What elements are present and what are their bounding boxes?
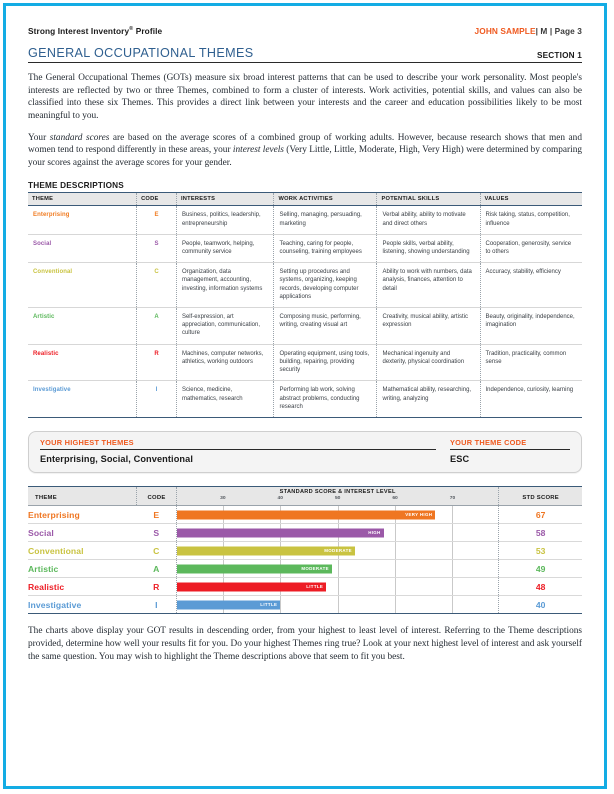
chart-title: STANDARD SCORE & INTEREST LEVEL <box>279 489 396 496</box>
running-head-right <box>475 26 582 36</box>
axis-tick-label: 40 <box>277 496 283 502</box>
gots-chart <box>28 486 582 614</box>
theme-code-label: YOUR THEME CODE <box>450 438 570 451</box>
registered-mark-icon: ® <box>129 26 134 33</box>
chart-theme-name: Realistic <box>28 578 137 596</box>
chart-std-score: 67 <box>499 506 582 524</box>
theme-work-activities: Teaching, caring for people, counseling, training employees <box>274 234 377 262</box>
theme-descriptions-table <box>28 192 582 417</box>
section-header <box>28 46 582 63</box>
intro-paragraph-2 <box>28 132 582 170</box>
intro-p2-part-c: (Very Little, Little, Moderate, High, Very High) were determined by comparing your scores against the average scores for your gender. <box>28 145 582 168</box>
table-row <box>28 308 582 345</box>
axis-tick-label: 70 <box>449 496 456 502</box>
theme-name: Conventional <box>28 263 137 308</box>
chart-theme-name: Social <box>28 524 137 542</box>
theme-code-value: ESC <box>450 454 470 465</box>
chart-row <box>28 506 582 524</box>
chart-column-header-code: CODE <box>147 495 166 502</box>
theme-interests: Organization, data management, accounting, investing, information systems <box>176 263 274 308</box>
theme-work-activities: Setting up procedures and systems, organizing, keeping records, developing computer applications <box>274 263 377 308</box>
column-header-code: CODE <box>137 193 177 206</box>
axis-tick-label: 30 <box>220 496 226 502</box>
gots-chart-table <box>28 486 582 614</box>
chart-theme-name: Investigative <box>28 596 137 614</box>
profile-title-text: Strong Interest Inventory <box>28 26 130 36</box>
chart-row <box>28 524 582 542</box>
chart-row <box>28 596 582 614</box>
chart-std-score: 40 <box>499 596 582 614</box>
running-head <box>28 26 582 36</box>
theme-values: Cooperation, generosity, service to others <box>480 234 582 262</box>
theme-code: A <box>137 308 177 345</box>
profile-title <box>28 26 162 36</box>
footer-paragraph: The charts above display your GOT results in descending order, from your highest to least level of interest. Referring to the Theme descriptions provided, determine how well your results fit for you. Do your highest Themes ring true? Look at your next highest level of interest and ask yourself the same question. You may wish to highlight the Theme descriptions above that seem to fit you best. <box>28 626 582 662</box>
theme-descriptions-caption: THEME DESCRIPTIONS <box>28 181 124 191</box>
theme-interests: Business, politics, leadership, entrepreneurship <box>176 206 274 234</box>
interest-level-label: MODERATE <box>301 566 329 572</box>
column-header-work-activities: WORK ACTIVITIES <box>274 193 377 206</box>
theme-work-activities: Selling, managing, persuading, marketing <box>274 206 377 234</box>
theme-potential-skills: Creativity, musical ability, artistic expression <box>377 308 480 345</box>
chart-row <box>28 578 582 596</box>
theme-values: Tradition, practicality, common sense <box>480 344 582 381</box>
chart-theme-code: A <box>137 560 177 578</box>
chart-std-score: 48 <box>499 578 582 596</box>
chart-std-score: 49 <box>499 560 582 578</box>
chart-bar <box>177 528 384 537</box>
table-row <box>28 206 582 234</box>
theme-name: Realistic <box>28 344 137 381</box>
theme-descriptions-body <box>28 206 582 417</box>
theme-interests: Science, medicine, mathematics, research <box>176 381 274 418</box>
chart-theme-code: I <box>137 596 177 614</box>
chart-column-header-theme: THEME <box>35 495 57 502</box>
interest-level-label: LITTLE <box>306 584 324 590</box>
chart-bar-cell <box>176 578 498 596</box>
chart-theme-name: Enterprising <box>28 506 137 524</box>
theme-potential-skills: Mechanical ingenuity and dexterity, physical coordination <box>377 344 480 381</box>
chart-theme-name: Conventional <box>28 542 137 560</box>
chart-bar-cell <box>176 542 498 560</box>
table-row <box>28 263 582 308</box>
highest-themes-value: Enterprising, Social, Conventional <box>40 454 193 465</box>
interest-level-label: VERY HIGH <box>405 512 433 518</box>
chart-bar-cell <box>176 524 498 542</box>
page-content <box>6 6 604 786</box>
theme-name: Social <box>28 234 137 262</box>
chart-bar <box>177 600 280 609</box>
theme-work-activities: Composing music, performing, writing, creating visual art <box>274 308 377 345</box>
column-header-potential-skills: POTENTIAL SKILLS <box>377 193 480 206</box>
chart-bar <box>177 510 435 519</box>
interest-level-label: MODERATE <box>324 548 352 554</box>
gots-chart-body <box>28 506 582 614</box>
chart-row <box>28 560 582 578</box>
theme-values: Independence, curiosity, learning <box>480 381 582 418</box>
chart-header-row <box>28 487 582 506</box>
theme-values: Accuracy, stability, efficiency <box>480 263 582 308</box>
theme-potential-skills: Verbal ability, ability to motivate and direct others <box>377 206 480 234</box>
theme-potential-skills: Mathematical ability, researching, writing, analyzing <box>377 381 480 418</box>
intro-paragraph-1: The General Occupational Themes (GOTs) measure six broad interest patterns that can be used to describe your work personality. Most people's interests are reflected by two or three Themes, combined to form a cluster of interests. Work activities, potential skills, and values can also be classified into these six Themes. This provides a direct link between your interests and the career and education possibilities likely to be most meaningful to you. <box>28 73 582 121</box>
page-frame <box>3 3 607 789</box>
chart-theme-code: C <box>137 542 177 560</box>
chart-bar-cell <box>176 596 498 614</box>
axis-tick-label: 50 <box>334 496 341 502</box>
theme-potential-skills: Ability to work with numbers, data analysis, finances, attention to detail <box>377 263 480 308</box>
intro-p2-part-b: are based on the average scores of a combined group of working adults. However, because research shows that men and women tend to respond differently in these areas, your <box>28 132 582 156</box>
highest-themes-panel <box>28 431 582 474</box>
theme-name: Enterprising <box>28 206 137 234</box>
interest-level-label: LITTLE <box>260 602 278 608</box>
chart-std-score: 53 <box>499 542 582 560</box>
axis-tick-label: 60 <box>392 496 398 502</box>
table-header-row <box>28 193 582 206</box>
theme-potential-skills: People skills, verbal ability, listening, showing understanding <box>377 234 480 262</box>
chart-bar-cell <box>176 560 498 578</box>
chart-axis-ticks <box>177 496 498 504</box>
theme-work-activities: Operating equipment, using tools, building, repairing, providing security <box>274 344 377 381</box>
profile-title-tail: Profile <box>133 26 163 36</box>
theme-name: Artistic <box>28 308 137 345</box>
chart-column-header-std-score: STD SCORE <box>522 495 559 502</box>
chart-bar <box>177 564 332 573</box>
highest-themes-block <box>40 438 450 465</box>
theme-code-block <box>450 438 570 465</box>
interest-level-label: HIGH <box>368 530 381 536</box>
theme-code: E <box>137 206 177 234</box>
theme-code: R <box>137 344 177 381</box>
chart-theme-code: E <box>137 506 177 524</box>
user-name: JOHN SAMPLE <box>474 26 536 36</box>
theme-values: Beauty, originality, independence, imagination <box>480 308 582 345</box>
chart-bar <box>177 546 355 555</box>
intro-p2-emphasis-standard-scores: standard scores <box>49 132 110 143</box>
page-title: GENERAL OCCUPATIONAL THEMES <box>28 46 254 60</box>
table-row <box>28 381 582 418</box>
theme-interests: Self-expression, art appreciation, communication, culture <box>176 308 274 345</box>
highest-themes-label: YOUR HIGHEST THEMES <box>40 438 436 451</box>
theme-interests: Machines, computer networks, athletics, working outdoors <box>176 344 274 381</box>
table-row <box>28 344 582 381</box>
theme-work-activities: Performing lab work, solving abstract problems, conducting research <box>274 381 377 418</box>
page-meta: | M | Page 3 <box>535 26 582 36</box>
theme-code: C <box>137 263 177 308</box>
column-header-theme: THEME <box>28 193 137 206</box>
table-row <box>28 234 582 262</box>
theme-code: S <box>137 234 177 262</box>
chart-row <box>28 542 582 560</box>
theme-interests: People, teamwork, helping, community service <box>176 234 274 262</box>
chart-bar-cell <box>176 506 498 524</box>
theme-name: Investigative <box>28 381 137 418</box>
chart-theme-name: Artistic <box>28 560 137 578</box>
chart-scale-header <box>177 487 498 505</box>
chart-theme-code: R <box>137 578 177 596</box>
column-header-interests: INTERESTS <box>176 193 274 206</box>
chart-bar <box>177 582 326 591</box>
intro-p2-part-a: Your <box>28 132 50 143</box>
intro-p2-emphasis-interest-levels: interest levels <box>232 145 284 156</box>
theme-values: Risk taking, status, competition, influence <box>480 206 582 234</box>
column-header-values: VALUES <box>480 193 582 206</box>
chart-std-score: 58 <box>499 524 582 542</box>
chart-theme-code: S <box>137 524 177 542</box>
section-number: SECTION 1 <box>536 51 582 60</box>
theme-code: I <box>137 381 177 418</box>
